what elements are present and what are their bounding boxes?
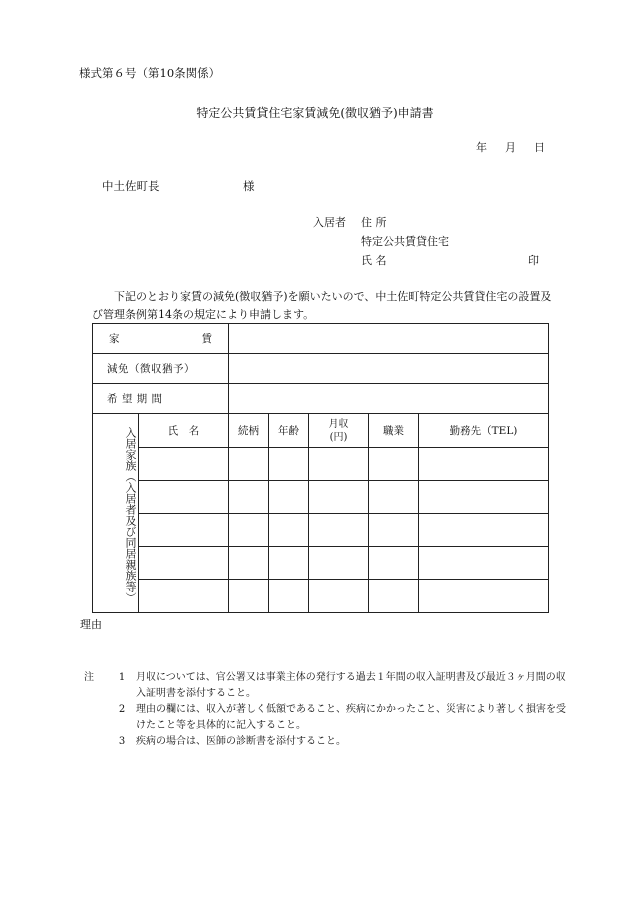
note-number: 2 bbox=[118, 704, 126, 715]
relation-cell[interactable] bbox=[229, 481, 269, 514]
rent-label-2: 賃 bbox=[201, 333, 212, 345]
application-table bbox=[92, 323, 549, 613]
income-cell[interactable] bbox=[309, 448, 369, 481]
occupation-cell[interactable] bbox=[369, 481, 419, 514]
period-label: 希 望 期 間 bbox=[93, 384, 229, 414]
workplace-cell[interactable] bbox=[419, 547, 549, 580]
header-relation: 続柄 bbox=[229, 414, 269, 448]
header-income-label: 月収 bbox=[328, 418, 349, 430]
date-day-label: 日 bbox=[534, 141, 545, 154]
page-title: 特定公共賃貸住宅家賃減免(徴収猶予)申請書 bbox=[196, 106, 434, 120]
note-item bbox=[84, 670, 566, 702]
note-item bbox=[84, 702, 566, 734]
rent-field[interactable] bbox=[229, 324, 549, 354]
housing-label: 特定公共賃貸住宅 bbox=[361, 235, 449, 248]
table-row bbox=[93, 448, 549, 481]
age-cell[interactable] bbox=[269, 547, 309, 580]
header-occupation: 職業 bbox=[369, 414, 419, 448]
period-field[interactable] bbox=[229, 384, 549, 414]
table-row bbox=[93, 481, 549, 514]
reduction-label: 減免（徴収猶予） bbox=[93, 354, 229, 384]
address-label: 住 所 bbox=[361, 216, 387, 229]
workplace-cell[interactable] bbox=[419, 514, 549, 547]
applicant-label: 入居者 bbox=[313, 216, 346, 229]
workplace-cell[interactable] bbox=[419, 580, 549, 613]
name-label: 氏 名 bbox=[361, 254, 387, 267]
application-statement: 下記のとおり家賃の減免(徴収猶予)を願いたいので、中土佐町特定公共賃貸住宅の設置及び管理条例第14条の規定により申請します。 bbox=[92, 290, 552, 321]
table-row bbox=[93, 580, 549, 613]
workplace-cell[interactable] bbox=[419, 448, 549, 481]
rent-label-cell bbox=[93, 324, 229, 354]
note-text: 月収については、官公署又は事業主体の発行する過去１年間の収入証明書及び最近３ヶ月間の収入証明書を添付すること。 bbox=[136, 672, 566, 699]
family-name-cell[interactable] bbox=[139, 481, 229, 514]
occupation-cell[interactable] bbox=[369, 547, 419, 580]
family-name-cell[interactable] bbox=[139, 580, 229, 613]
occupation-cell[interactable] bbox=[369, 448, 419, 481]
addressee: 中土佐町長 bbox=[102, 179, 160, 193]
date-year-label: 年 bbox=[476, 141, 487, 154]
table-row bbox=[93, 514, 549, 547]
header-income-unit: (円) bbox=[329, 431, 348, 443]
age-cell[interactable] bbox=[269, 580, 309, 613]
rent-label-1: 家 bbox=[109, 333, 120, 345]
note-text: 疾病の場合は、医師の診断書を添付すること。 bbox=[136, 736, 346, 747]
header-workplace: 勤務先（TEL) bbox=[419, 414, 549, 448]
family-label: 入居家族（入居者及び同居親族等） bbox=[93, 414, 139, 613]
header-age: 年齢 bbox=[269, 414, 309, 448]
age-cell[interactable] bbox=[269, 481, 309, 514]
date-month-label: 月 bbox=[505, 141, 516, 154]
workplace-cell[interactable] bbox=[419, 481, 549, 514]
table-row bbox=[93, 547, 549, 580]
age-cell[interactable] bbox=[269, 448, 309, 481]
income-cell[interactable] bbox=[309, 481, 369, 514]
seal-mark: 印 bbox=[528, 254, 539, 267]
family-name-cell[interactable] bbox=[139, 514, 229, 547]
income-cell[interactable] bbox=[309, 514, 369, 547]
family-name-cell[interactable] bbox=[139, 547, 229, 580]
note-item bbox=[84, 734, 566, 750]
notes-section bbox=[84, 670, 566, 750]
age-cell[interactable] bbox=[269, 514, 309, 547]
income-cell[interactable] bbox=[309, 580, 369, 613]
honorific: 様 bbox=[243, 179, 255, 193]
occupation-cell[interactable] bbox=[369, 580, 419, 613]
header-income bbox=[309, 414, 369, 448]
note-number: 1 bbox=[118, 672, 126, 683]
relation-cell[interactable] bbox=[229, 448, 269, 481]
note-number: 3 bbox=[118, 736, 126, 747]
relation-cell[interactable] bbox=[229, 514, 269, 547]
occupation-cell[interactable] bbox=[369, 514, 419, 547]
header-name: 氏 名 bbox=[139, 414, 229, 448]
note-text: 理由の欄には、収入が著しく低額であること、疾病にかかったこと、災害により著しく損害を受けたこと等を具体的に記入すること。 bbox=[136, 704, 566, 731]
income-cell[interactable] bbox=[309, 547, 369, 580]
relation-cell[interactable] bbox=[229, 580, 269, 613]
family-name-cell[interactable] bbox=[139, 448, 229, 481]
relation-cell[interactable] bbox=[229, 547, 269, 580]
reduction-field[interactable] bbox=[229, 354, 549, 384]
reason-label: 理由 bbox=[80, 618, 102, 631]
form-number: 様式第６号（第10条関係） bbox=[79, 66, 221, 80]
notes-head: 注 bbox=[84, 672, 94, 683]
